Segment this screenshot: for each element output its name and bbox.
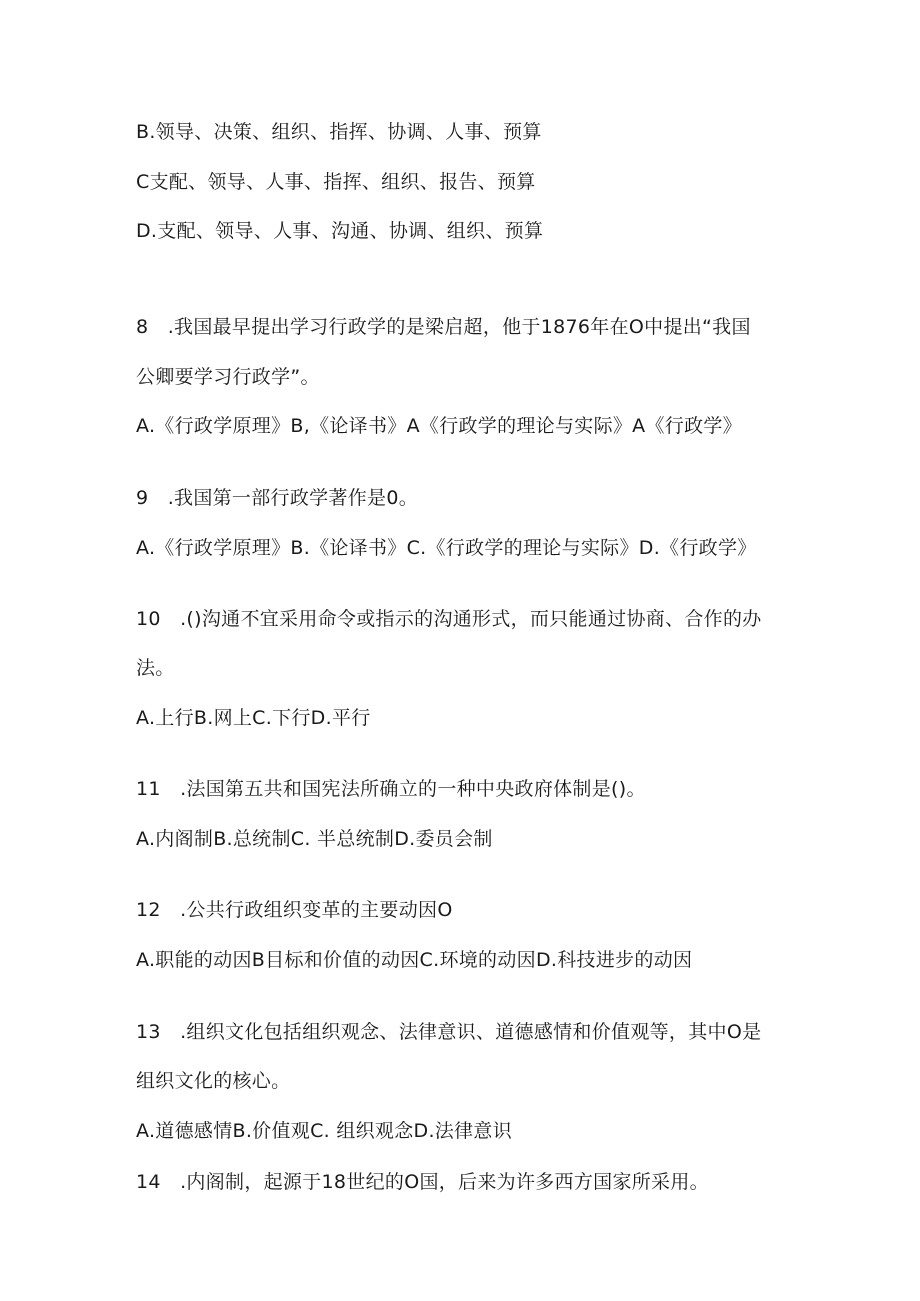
option-line-d: D.支配、领导、人事、沟通、协调、组织、预算: [136, 220, 544, 242]
question-11-options: A.内阁制B.总统制C. 半总统制D.委员会制: [136, 828, 493, 850]
question-13-line-1: 13 .组织文化包括组织观念、法律意识、道德感情和价值观等，其中O是: [136, 1021, 762, 1043]
option-line-c: C支配、领导、人事、指挥、组织、报告、预算: [136, 171, 536, 193]
question-8-line-2: 公卿要学习行政学”。: [136, 366, 320, 388]
question-13-options: A.道德感情B.价值观C. 组织观念D.法律意识: [136, 1120, 512, 1142]
question-14: 14 .内阁制，起源于18世纪的O国，后来为许多西方国家所采用。: [136, 1171, 709, 1193]
question-10-options: A.上行B.网上C.下行D.平行: [136, 707, 371, 729]
question-11: 11 .法国第五共和国宪法所确立的一种中央政府体制是()。: [136, 778, 646, 800]
question-10-line-1: 10 .()沟通不宜采用命令或指示的沟通形式，而只能通过协商、合作的办: [136, 608, 762, 630]
question-9: 9 .我国第一部行政学著作是0。: [136, 487, 419, 509]
question-9-options: A.《行政学原理》B.《论译书》C.《行政学的理论与实际》D.《行政学》: [136, 537, 757, 559]
question-10-line-2: 法。: [136, 657, 175, 679]
question-8-line-1: 8 .我国最早提出学习行政学的是梁启超，他于1876年在O中提出“我国: [136, 316, 751, 338]
option-line-b: B.领导、决策、组织、指挥、协调、人事、预算: [136, 121, 542, 143]
question-8-options: A.《行政学原理》B,《论译书》A《行政学的理论与实际》A《行政学》: [136, 415, 742, 437]
question-13-line-2: 组织文化的核心。: [136, 1070, 291, 1092]
question-12-options: A.职能的动因B目标和价值的动因C.环境的动因D.科技进步的动因: [136, 949, 693, 971]
question-12: 12 .公共行政组织变革的主要动因O: [136, 899, 453, 921]
